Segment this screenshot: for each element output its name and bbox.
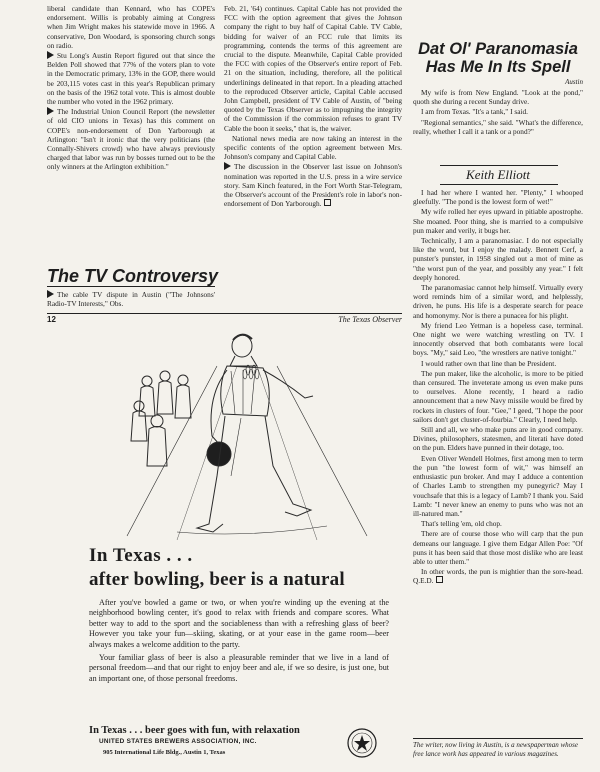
paragraph: After you've bowled a game or two, or when you're winding up the evening at the neighborhood bowling center, it's good to relax with friends and compare scores. What better way to add to the sport and the sociableness than with a refreshing glass of beer? However you take your fun—skiing, skating, or at your ease in the game room—beer always makes a welcome addition to the party. bbox=[89, 598, 389, 649]
byline-rule bbox=[440, 184, 558, 185]
paragraph: There are of course those who will carp that the pun demeans our language. I give them Edgar Allen Poe: "Of puns it has been said that those most dislike who are least able to utter them." bbox=[413, 529, 583, 566]
publication-name: The Texas Observer bbox=[338, 315, 402, 324]
paragraph: My friend Leo Yetman is a hopeless case, terminal. One night we were watching wrestling on TV. I innocently observed that both combatants were local boys. "My," said Leo, "the wrestlers are native tonight." bbox=[413, 320, 583, 358]
end-mark-icon bbox=[436, 576, 443, 583]
ad-address: 905 International Life Bldg., Austin 1, Texas bbox=[103, 749, 226, 756]
article-title-line-1: Dat Ol' Paranomasia bbox=[418, 40, 578, 58]
bowler-illustration bbox=[117, 326, 377, 540]
column-1-section-text bbox=[47, 290, 215, 309]
triangle-bullet-icon bbox=[47, 51, 54, 59]
article-title-line-2: Has Me In Its Spell bbox=[425, 58, 571, 76]
paragraph: My wife is from New England. "Look at the pond," quoth she during a recent Sunday drive. bbox=[413, 88, 583, 107]
paragraph: I would rather own that line than be President. bbox=[421, 358, 557, 368]
page-number: 12 bbox=[47, 315, 56, 324]
triangle-bullet-icon bbox=[47, 107, 54, 115]
paragraph: That's telling 'em, old chop. bbox=[421, 519, 502, 529]
bullet-item: Stu Long's Austin Report figured out that since the Belden Poll showed that 77% of the voters plan to vote in the Democratic primary, 13% in the GOP, there would be 203,115 votes cast in this year's Republican primary on the basis of the 1962 total vote. This is almost double the number who voted in the 1962 primary. bbox=[47, 51, 215, 107]
brewers-seal-icon bbox=[347, 728, 377, 758]
column-2-text bbox=[224, 4, 402, 209]
ad-association: UNITED STATES BREWERS ASSOCIATION, INC. bbox=[99, 738, 257, 745]
paragraph: Still and all, we who make puns are in good company. Divines, philosophers, statesmen, and literati have doted on the pun. Elders have punned in their dotage, too. bbox=[413, 425, 583, 453]
author-bio: The writer, now living in Austin, is a newspaperman whose free lance work has appeared in various magazines. bbox=[413, 741, 578, 758]
column-1-text bbox=[47, 4, 215, 173]
bullet-item: The discussion in the Observer last issue on Johnson's nomination was reported in the U.S. press in a wire service story. Sam Kinch featured, in the Fort Worth Star-Telegram, the Observer's account of the President's role in labor's non-endorsement of Don Yarborough. bbox=[224, 162, 402, 209]
section-title-tv-controversy: The TV Controversy bbox=[47, 266, 219, 286]
paragraph: Even Oliver Wendell Holmes, first among men to term the pun "the lowest form of wit," was himself an enthusiastic pun broker. And may I adduce a contention of Charles Lamb to strengthen my punegyric? May I vouchsafe that this is a legacy of Lamb? I thank you. Said Lamb: "I never knew an enemy to puns who was not an ill-natured man." bbox=[413, 453, 583, 518]
paragraph: The pun maker, like the alcoholic, is more to be pitied than censured. The inveterate among us even make puns to ourselves. Alone recently, I heard a radio announcement that a new Navy missile would be fired by rockets in clusters of four. "Gee," I geed, "I hope the poor sailors don't get cluster-of-fourbia." Clearly, I need help. bbox=[413, 368, 583, 424]
paragraph: I am from Texas. "It's a tank," I said. bbox=[421, 107, 528, 117]
dateline: Austin bbox=[565, 78, 583, 86]
paragraph: National news media are now taking an interest in the specific contents of the option agreement between Mrs. Johnson's company and Capital Cable. bbox=[224, 133, 402, 162]
column-3-intro bbox=[413, 88, 583, 137]
column-3-body bbox=[413, 188, 583, 587]
section-rule bbox=[47, 286, 215, 287]
triangle-bullet-icon bbox=[47, 290, 54, 298]
ad-tagline: In Texas . . . beer goes with fun, with relaxation bbox=[89, 725, 300, 736]
ad-body bbox=[89, 598, 389, 687]
end-mark-icon bbox=[324, 199, 331, 206]
paragraph: The paranomasiac cannot help himself. Virtually every word reminds him of a similar word, and helplessly, driven, he puns. His life is a desperate search for peace and homonymy. Nor is there a punacea for his plight. bbox=[413, 283, 583, 320]
bio-rule bbox=[413, 738, 583, 739]
ad-heading-line-1: In Texas . . . bbox=[89, 545, 193, 566]
footer-rule bbox=[47, 313, 402, 314]
paragraph: Technically, I am a paranomasiac. I do not especially like the word, but I enjoy the malady. Bennett Cerf, a punster's punster, in 1958 singled out a mot of mine as "the worst pun of the year, and possibly any year." I felt deeply honored. bbox=[413, 236, 583, 282]
paragraph: liberal candidate than Kennard, who has COPE's endorsement. Willis is probably aiming at Congress when Jim Wright makes his statewide move in 1966. A conservative, Don Woodard, is sponsoring church songs on radio. bbox=[47, 4, 215, 50]
byline: Keith Elliott bbox=[466, 167, 530, 182]
paragraph: "Regional semantics," she said. "What's the difference, really, whether I call it a tank or a pond?" bbox=[413, 117, 583, 136]
triangle-bullet-icon bbox=[224, 162, 231, 170]
paragraph: My wife rolled her eyes upward in pitiable apostrophe. She moaned. Poor thing, she is married to a compulsive pun maker and verily, it bugs her. bbox=[413, 207, 583, 235]
ad-heading-line-2: after bowling, beer is a natural bbox=[89, 569, 345, 590]
paragraph: In other words, the pun is mightier than the sore-head. Q.E.D. bbox=[413, 567, 583, 586]
bullet-item: The cable TV dispute in Austin ("The Johnsons' Radio-TV Interests," Obs. bbox=[47, 290, 215, 309]
paragraph: Your familiar glass of beer is also a pleasurable reminder that we live in a land of personal freedom—and that our right to enjoy beer and ale, if we so desire, is just one, but an important one, of those personal freedoms. bbox=[89, 653, 389, 683]
beer-advertisement bbox=[47, 326, 402, 764]
paragraph: I had her where I wanted her. "Plenty," I whooped gleefully. "The pond is the lowest form of wet!" bbox=[413, 188, 583, 207]
bullet-item: The Industrial Union Council Report (the newsletter of old CIO unions in Texas) has this comment on COPE's non-endorsement of Don Yarborough at Arlington: "Isn't it ironic that the very politicians (the Connally-Shivers crowd) who have always previously charged that labor was run by bosses turned out to be the only winners at the Arlington exhibition." bbox=[47, 107, 215, 172]
byline-rule bbox=[440, 165, 558, 166]
paragraph: Feb. 21, '64) continues. Capital Cable has not provided the FCC with the option agreement that gives the Johnson company the right to buy half of Capital Cable. TV Cable, bidding for waiver of an FCC rule that limits its programming, contends the terms of this agreement are crucial to the dispute. Meanwhile, Capital Cable provided the FCC with copies of the Observer's entire report of Feb. 21 on the situation, including, therefore, all the political underlinings delineated in that report. In a pleading attached to the reproduced Observer article, Capital Cable accused John Campbell, president of TV Cable of Austin, of "being quoted by the Texas Observer as to impugning the integrity of the Commission if the commission refuses to grant TV Cable the boon it seeks," that is, the waiver. bbox=[224, 4, 402, 133]
